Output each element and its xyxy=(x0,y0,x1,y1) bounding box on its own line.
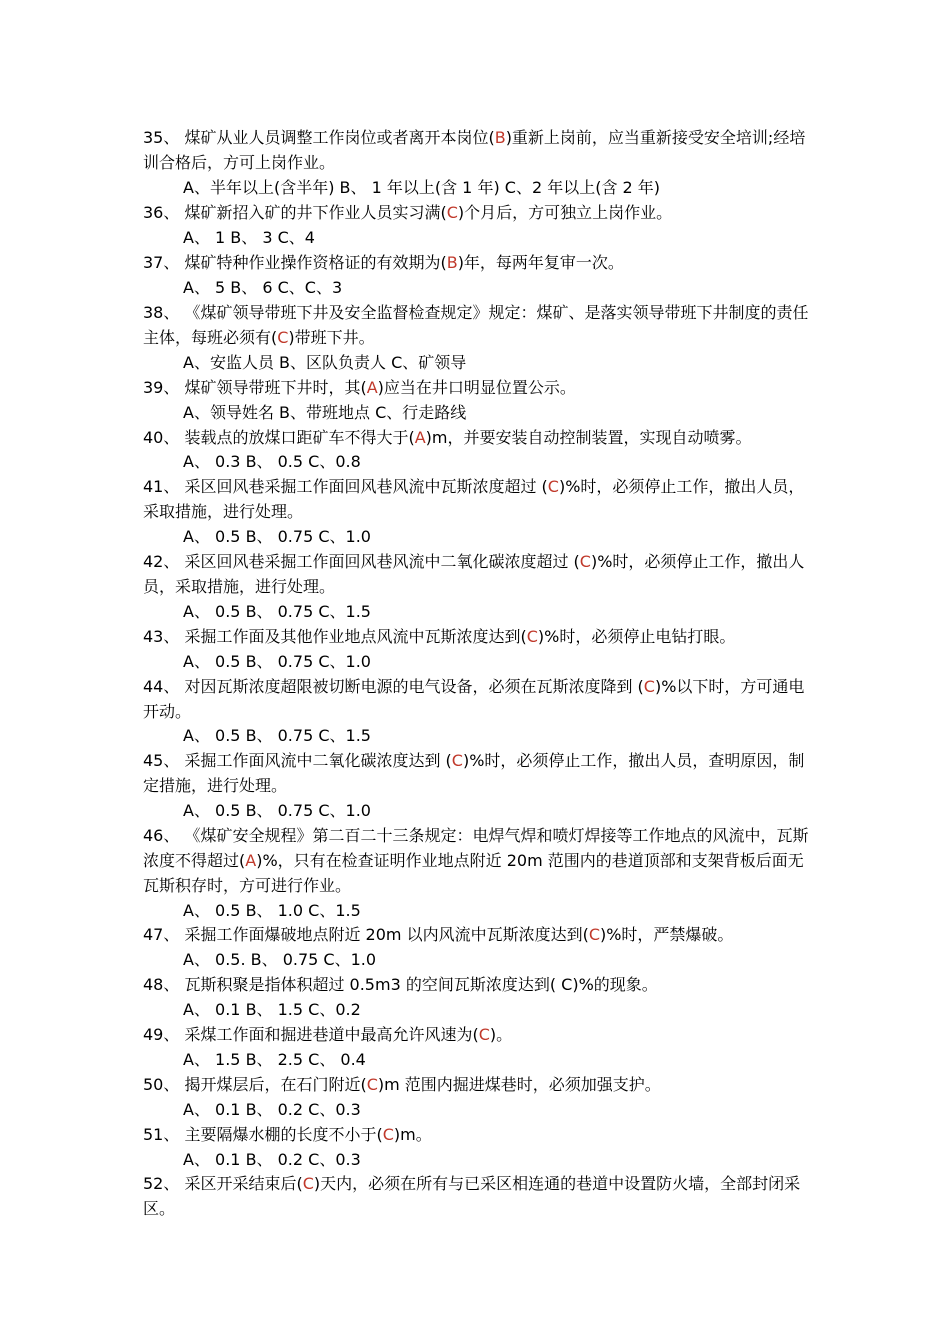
question-49: 49、 采煤工作面和掘进巷道中最高允许风速为(C)。 xyxy=(143,1025,513,1044)
answer-letter: A xyxy=(366,378,378,397)
options-45: A、 0.5 B、 0.75 C、1.0 xyxy=(183,801,371,820)
question-42: 42、 采区回风巷采掘工作面回风巷风流中二氧化碳浓度超过 (C)%时，必须停止工作，撤出人员，采取措施，进行处理。 xyxy=(143,552,805,596)
question-43: 43、 采掘工作面及其他作业地点风流中瓦斯浓度达到(C)%时，必须停止电钻打眼。 xyxy=(143,627,736,646)
answer-letter: C xyxy=(451,751,463,770)
options-48: A、 0.1 B、 1.5 C、0.2 xyxy=(183,1000,361,1019)
answer-letter: C xyxy=(643,677,655,696)
question-45: 45、 采掘工作面风流中二氧化碳浓度达到 (C)%时，必须停止工作，撤出人员，查明原因，制定措施，进行处理。 xyxy=(143,751,805,795)
answer-letter: C xyxy=(302,1174,314,1193)
answer-letter: C xyxy=(382,1125,394,1144)
question-35: 35、 煤矿从业人员调整工作岗位或者离开本岗位(B)重新上岗前，应当重新接受安全培训;经培训合格后，方可上岗作业。 xyxy=(143,128,806,172)
question-48: 48、 瓦斯积聚是指体积超过 0.5m3 的空间瓦斯浓度达到( C)%的现象。 xyxy=(143,975,658,994)
options-35: A、半年以上(含半年) B、 1 年以上(含 1 年) C、2 年以上(含 2 年) xyxy=(183,178,661,197)
question-37: 37、 煤矿特种作业操作资格证的有效期为(B)年，每两年复审一次。 xyxy=(143,253,624,272)
options-46: A、 0.5 B、 1.0 C、1.5 xyxy=(183,901,361,920)
question-47: 47、 采掘工作面爆破地点附近 20m 以内风流中瓦斯浓度达到(C)%时，严禁爆破。 xyxy=(143,925,734,944)
answer-letter: A xyxy=(414,428,426,447)
answer-letter: C xyxy=(446,203,458,222)
options-37: A、 5 B、 6 C、C、3 xyxy=(183,278,343,297)
answer-letter: C xyxy=(588,925,600,944)
answer-letter: B xyxy=(446,253,458,272)
answer-letter: A xyxy=(245,851,257,870)
question-41: 41、 采区回风巷采掘工作面回风巷风流中瓦斯浓度超过 (C)%时，必须停止工作，撤出人员，采取措施，进行处理。 xyxy=(143,477,805,521)
options-51: A、 0.1 B、 0.2 C、0.3 xyxy=(183,1150,361,1169)
question-39: 39、 煤矿领导带班下井时，其(A)应当在井口明显位置公示。 xyxy=(143,378,576,397)
question-51: 51、 主要隔爆水棚的长度不小于(C)m。 xyxy=(143,1125,432,1144)
options-47: A、 0.5. B、 0.75 C、1.0 xyxy=(183,950,377,969)
answer-letter: C xyxy=(547,477,559,496)
answer-letter: C xyxy=(478,1025,490,1044)
options-43: A、 0.5 B、 0.75 C、1.0 xyxy=(183,652,371,671)
question-52: 52、 采区开采结束后(C)天内，必须在所有与已采区相连通的巷道中设置防火墙，全部封闭采区。 xyxy=(143,1174,801,1218)
question-40: 40、 装载点的放煤口距矿车不得大于(A)m，并要安装自动控制装置，实现自动喷雾。 xyxy=(143,428,752,447)
answer-letter: C xyxy=(277,328,289,347)
options-41: A、 0.5 B、 0.75 C、1.0 xyxy=(183,527,371,546)
options-39: A、领导姓名 B、带班地点 C、行走路线 xyxy=(183,403,467,422)
question-44: 44、 对因瓦斯浓度超限被切断电源的电气设备，必须在瓦斯浓度降到 (C)%以下时，方可通电开动。 xyxy=(143,677,805,721)
options-38: A、安监人员 B、区队负责人 C、矿领导 xyxy=(183,353,467,372)
answer-letter: C xyxy=(526,627,538,646)
question-50: 50、 揭开煤层后，在石门附近(C)m 范围内掘进煤巷时，必须加强支护。 xyxy=(143,1075,661,1094)
answer-letter: C xyxy=(366,1075,378,1094)
options-40: A、 0.3 B、 0.5 C、0.8 xyxy=(183,452,361,471)
question-46: 46、 《煤矿安全规程》第二百二十三条规定：电焊气焊和喷灯焊接等工作地点的风流中，瓦斯浓度不得超过(A)%，只有在检查证明作业地点附近 20m 范围内的巷道顶部和支架背板后面无瓦斯积存时，方可进行作业。 xyxy=(143,826,809,895)
question-36: 36、 煤矿新招入矿的井下作业人员实习满(C)个月后，方可独立上岗作业。 xyxy=(143,203,673,222)
options-42: A、 0.5 B、 0.75 C、1.5 xyxy=(183,602,371,621)
question-38: 38、 《煤矿领导带班下井及安全监督检查规定》规定：煤矿、是落实领导带班下井制度的责任主体，每班必须有(C)带班下井。 xyxy=(143,303,809,347)
options-44: A、 0.5 B、 0.75 C、1.5 xyxy=(183,726,371,745)
answer-letter: B xyxy=(494,128,506,147)
answer-letter: C xyxy=(579,552,591,571)
options-36: A、 1 B、 3 C、4 xyxy=(183,228,315,247)
options-50: A、 0.1 B、 0.2 C、0.3 xyxy=(183,1100,361,1119)
options-49: A、 1.5 B、 2.5 C、 0.4 xyxy=(183,1050,366,1069)
